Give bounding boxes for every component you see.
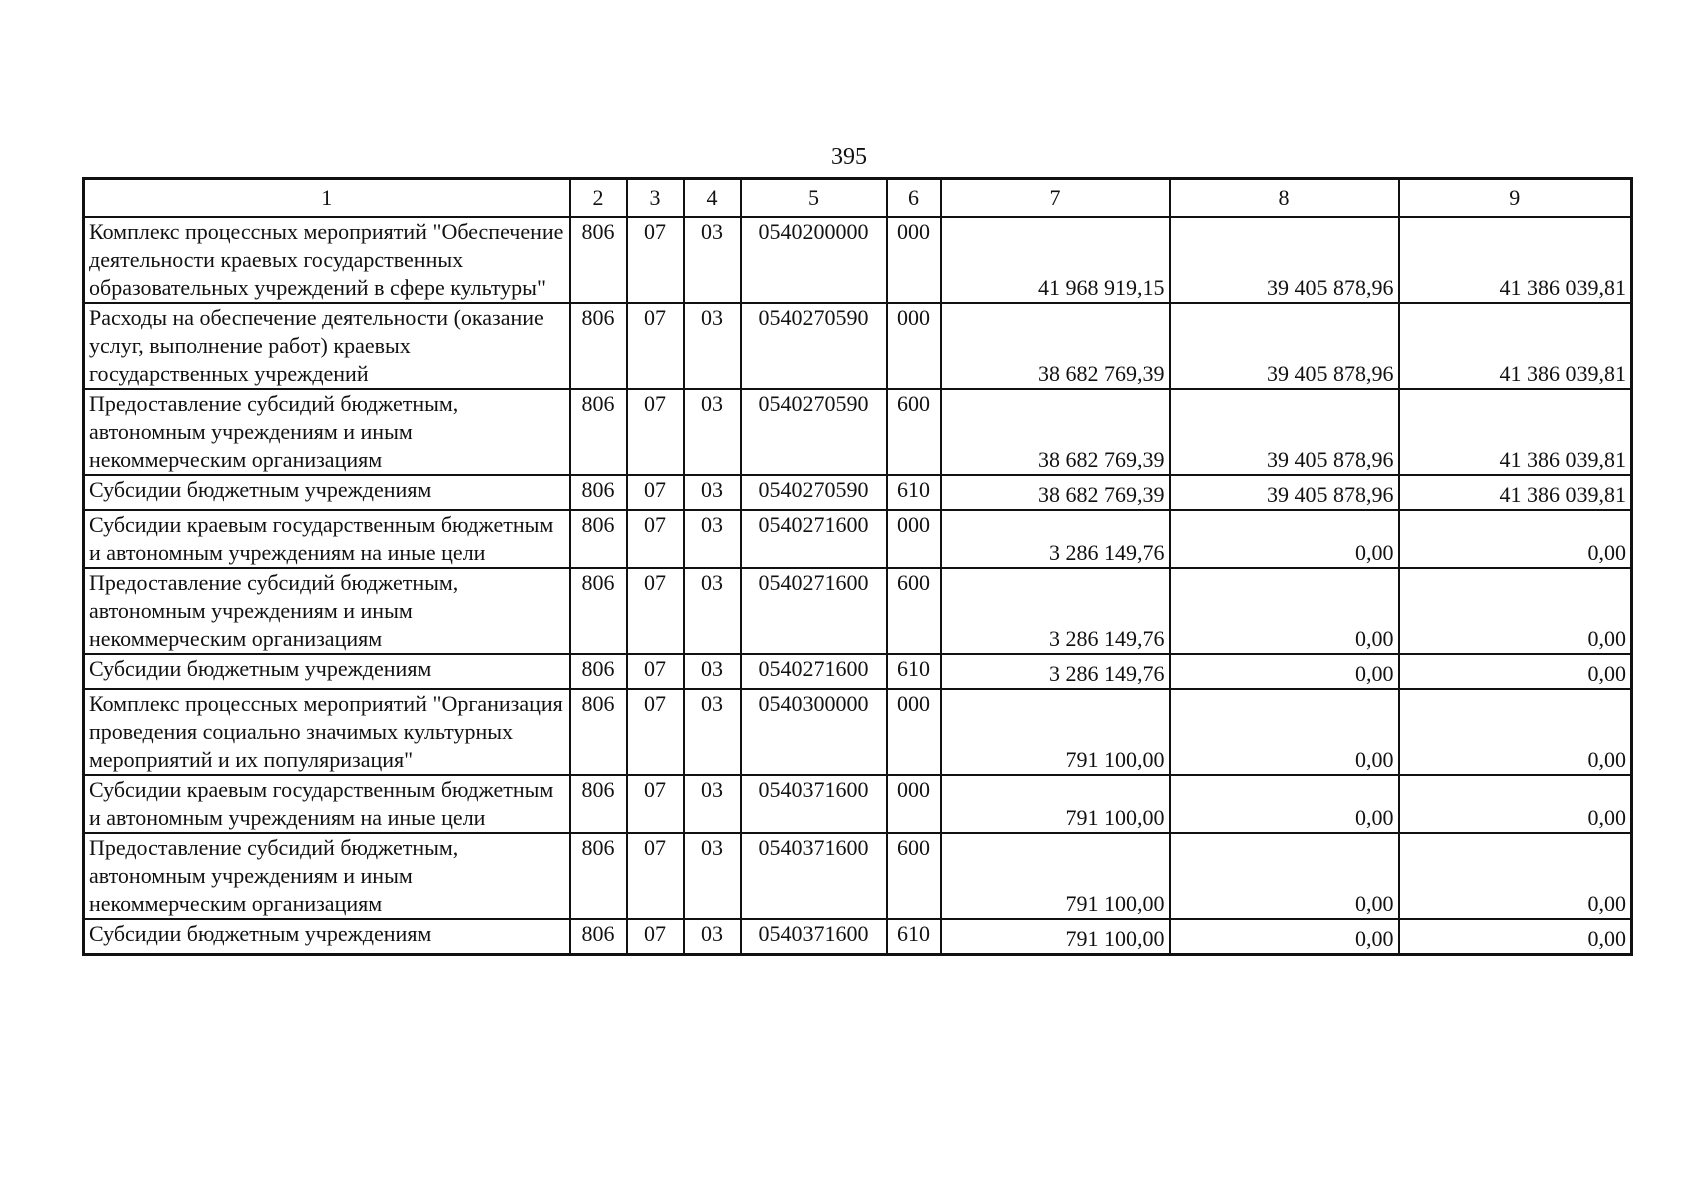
ministry-code: 806 [570,389,627,475]
amount-col-7: 791 100,00 [941,833,1170,919]
header-cell: 2 [570,179,627,218]
amount-col-9: 41 386 039,81 [1399,389,1632,475]
ministry-code: 806 [570,303,627,389]
ministry-code: 806 [570,654,627,689]
header-cell: 5 [741,179,887,218]
section-code: 07 [627,689,684,775]
table-row [84,919,1632,955]
header-cell: 3 [627,179,684,218]
ministry-code: 806 [570,775,627,833]
section-code: 07 [627,389,684,475]
page-number: 395 [831,144,867,170]
section-code: 07 [627,510,684,568]
row-description: Субсидии краевым государственным бюджетным и автономным учреждениям на иные цели [84,510,570,568]
target-article-code: 0540300000 [741,689,887,775]
row-description: Предоставление субсидий бюджетным, автономным учреждениям и иным некоммерческим организациям [84,568,570,654]
section-code: 07 [627,303,684,389]
target-article-code: 0540270590 [741,475,887,510]
table-row [84,510,1632,568]
table-row [84,775,1632,833]
expense-type-code: 000 [887,303,941,389]
section-code: 07 [627,475,684,510]
row-description: Предоставление субсидий бюджетным, автономным учреждениям и иным некоммерческим организациям [84,389,570,475]
amount-col-7: 791 100,00 [941,919,1170,955]
target-article-code: 0540371600 [741,919,887,955]
target-article-code: 0540371600 [741,775,887,833]
section-code: 07 [627,568,684,654]
amount-col-9: 0,00 [1399,833,1632,919]
header-cell: 9 [1399,179,1632,218]
header-cell: 4 [684,179,741,218]
amount-col-9: 41 386 039,81 [1399,303,1632,389]
amount-col-9: 41 386 039,81 [1399,475,1632,510]
subsection-code: 03 [684,389,741,475]
subsection-code: 03 [684,568,741,654]
row-description: Субсидии краевым государственным бюджетным и автономным учреждениям на иные цели [84,775,570,833]
ministry-code: 806 [570,689,627,775]
amount-col-8: 0,00 [1170,919,1399,955]
header-cell: 8 [1170,179,1399,218]
target-article-code: 0540271600 [741,654,887,689]
target-article-code: 0540371600 [741,833,887,919]
amount-col-7: 38 682 769,39 [941,389,1170,475]
amount-col-9: 0,00 [1399,654,1632,689]
table-row [84,833,1632,919]
amount-col-9: 0,00 [1399,689,1632,775]
expense-type-code: 600 [887,568,941,654]
subsection-code: 03 [684,510,741,568]
expense-type-code: 600 [887,833,941,919]
amount-col-7: 3 286 149,76 [941,654,1170,689]
table-row [84,389,1632,475]
row-description: Предоставление субсидий бюджетным, автономным учреждениям и иным некоммерческим организациям [84,833,570,919]
expense-type-code: 000 [887,775,941,833]
amount-col-8: 39 405 878,96 [1170,389,1399,475]
ministry-code: 806 [570,217,627,303]
amount-col-9: 0,00 [1399,568,1632,654]
table-row [84,568,1632,654]
amount-col-8: 39 405 878,96 [1170,475,1399,510]
table-row [84,217,1632,303]
amount-col-7: 791 100,00 [941,689,1170,775]
row-description: Комплекс процессных мероприятий "Обеспечение деятельности краевых государственных образовательных учреждений в сфере культуры" [84,217,570,303]
amount-col-8: 0,00 [1170,568,1399,654]
subsection-code: 03 [684,833,741,919]
expense-type-code: 000 [887,689,941,775]
target-article-code: 0540271600 [741,568,887,654]
target-article-code: 0540271600 [741,510,887,568]
target-article-code: 0540270590 [741,389,887,475]
amount-col-8: 0,00 [1170,833,1399,919]
table-row [84,475,1632,510]
ministry-code: 806 [570,510,627,568]
ministry-code: 806 [570,919,627,955]
table-row [84,689,1632,775]
section-code: 07 [627,919,684,955]
amount-col-7: 3 286 149,76 [941,510,1170,568]
ministry-code: 806 [570,568,627,654]
amount-col-8: 0,00 [1170,689,1399,775]
row-description: Комплекс процессных мероприятий "Организация проведения социально значимых культурных мероприятий и их популяризация" [84,689,570,775]
ministry-code: 806 [570,833,627,919]
amount-col-9: 0,00 [1399,510,1632,568]
row-description: Субсидии бюджетным учреждениям [84,475,570,510]
amount-col-7: 41 968 919,15 [941,217,1170,303]
header-cell: 1 [84,179,570,218]
section-code: 07 [627,217,684,303]
section-code: 07 [627,654,684,689]
expense-type-code: 610 [887,475,941,510]
target-article-code: 0540200000 [741,217,887,303]
row-description: Расходы на обеспечение деятельности (оказание услуг, выполнение работ) краевых государственных учреждений [84,303,570,389]
amount-col-8: 39 405 878,96 [1170,217,1399,303]
section-code: 07 [627,775,684,833]
table-row [84,303,1632,389]
subsection-code: 03 [684,475,741,510]
amount-col-8: 0,00 [1170,775,1399,833]
section-code: 07 [627,833,684,919]
expense-type-code: 600 [887,389,941,475]
budget-table [82,177,1633,956]
expense-type-code: 000 [887,217,941,303]
target-article-code: 0540270590 [741,303,887,389]
subsection-code: 03 [684,775,741,833]
table-row [84,654,1632,689]
row-description: Субсидии бюджетным учреждениям [84,919,570,955]
subsection-code: 03 [684,654,741,689]
ministry-code: 806 [570,475,627,510]
header-row [84,179,1632,218]
expense-type-code: 610 [887,654,941,689]
expense-type-code: 000 [887,510,941,568]
amount-col-9: 0,00 [1399,919,1632,955]
amount-col-9: 0,00 [1399,775,1632,833]
amount-col-7: 791 100,00 [941,775,1170,833]
amount-col-9: 41 386 039,81 [1399,217,1632,303]
amount-col-7: 38 682 769,39 [941,303,1170,389]
amount-col-8: 39 405 878,96 [1170,303,1399,389]
row-description: Субсидии бюджетным учреждениям [84,654,570,689]
expense-type-code: 610 [887,919,941,955]
subsection-code: 03 [684,919,741,955]
amount-col-8: 0,00 [1170,654,1399,689]
subsection-code: 03 [684,303,741,389]
amount-col-8: 0,00 [1170,510,1399,568]
subsection-code: 03 [684,217,741,303]
header-cell: 6 [887,179,941,218]
amount-col-7: 38 682 769,39 [941,475,1170,510]
amount-col-7: 3 286 149,76 [941,568,1170,654]
subsection-code: 03 [684,689,741,775]
header-cell: 7 [941,179,1170,218]
